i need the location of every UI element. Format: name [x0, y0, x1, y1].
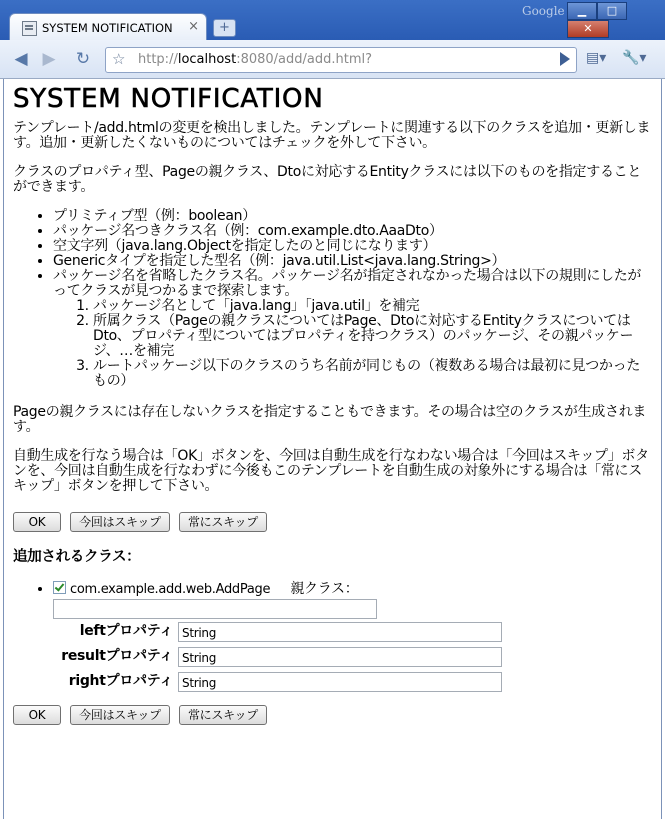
button-row-top: [13, 512, 653, 534]
types-intro-text: クラスのプロパティ型、Pageの親クラス、Dtoに対応するEntityクラスには以下のものを指定することができます。: [13, 164, 642, 195]
ok-button[interactable]: OK: [13, 512, 61, 532]
button-row-bottom: [13, 705, 653, 727]
property-label: rightプロパティ: [68, 673, 173, 689]
added-classes-heading: 追加されるクラス：: [13, 549, 141, 565]
list-item: 1. パッケージ名として「java.lang」「java.util」を補完: [93, 299, 653, 314]
list-item: • プリミティブ型（例：boolean）: [53, 209, 653, 224]
property-row: [13, 672, 653, 697]
property-label: resultプロパティ: [61, 648, 173, 664]
property-type-input[interactable]: String: [178, 647, 502, 667]
back-arrow-icon[interactable]: ◀: [14, 49, 28, 69]
parent-note-text: Pageの親クラスには存在しないクラスを指定することもできます。その場合は空のクラスが生成されます。: [13, 404, 647, 435]
parent-class-input[interactable]: [53, 599, 377, 619]
list-item: • パッケージ名を省略したクラス名。パッケージ名が指定されなかった場合は以下の規則にしたがってクラスが見つかるまで探索します。 1. パッケージ名として「java.lang」「java.util」を補完 2. 所属クラス（Pageの親クラスについてはPage、Dtoに対応するEntityクラスについてはDto、プロパティ型についてはプロパティを持つクラス）のパッケージ、その親パッケージ、…を補完 3. ルートパッケージ以下のクラスのうち名前が同じもの（複数ある場合は最初に見つかったもの）: [53, 269, 653, 389]
class-checkbox[interactable]: [53, 581, 66, 594]
go-arrow-icon[interactable]: [560, 52, 570, 66]
wrench-icon[interactable]: 🔧▾: [622, 50, 647, 66]
window-titlebar: [0, 0, 665, 40]
page-title: SYSTEM NOTIFICATION: [13, 84, 324, 114]
list-item: 2. 所属クラス（Pageの親クラスについてはPage、Dtoに対応するEntityクラスについてはDto、プロパティ型についてはプロパティを持つクラス）のパッケージ、その親パッケージ、…を補完: [93, 314, 653, 359]
list-item: • パッケージ名つきクラス名（例：com.example.dto.AaaDto）: [53, 224, 653, 239]
browser-toolbar: [0, 40, 665, 79]
tab-title: SYSTEM NOTIFICATION: [42, 21, 173, 35]
reload-icon[interactable]: ↻: [75, 49, 91, 69]
property-label: leftプロパティ: [79, 623, 173, 639]
minimize-button[interactable]: ▁: [567, 2, 597, 20]
address-bar[interactable]: [105, 47, 577, 73]
url-text[interactable]: http://localhost:8080/add/add.html?: [138, 52, 372, 67]
maximize-button[interactable]: □: [597, 2, 627, 20]
skip-always-button[interactable]: 常にスキップ: [179, 512, 267, 532]
property-type-input[interactable]: String: [178, 622, 502, 642]
properties-table: [13, 622, 653, 697]
new-tab-button[interactable]: +: [213, 19, 236, 37]
forward-arrow-icon[interactable]: ▶: [42, 49, 56, 69]
window-controls: [567, 2, 665, 35]
list-item: • Genericタイプを指定した型名（例：java.util.List<java.lang.String>）: [53, 254, 653, 269]
bookmark-star-icon[interactable]: ☆: [112, 50, 126, 68]
property-row: [13, 622, 653, 647]
tab-close-icon[interactable]: ×: [188, 19, 199, 34]
intro-text: テンプレート/add.htmlの変更を検出しました。テンプレートに関連する以下のクラスを追加・更新します。追加・更新したくないものについてはチェックを外して下さい。: [13, 120, 651, 151]
list-item: 3. ルートパッケージ以下のクラスのうち名前が同じもの（複数ある場合は最初に見つかったもの）: [93, 359, 653, 389]
class-list: [13, 581, 653, 619]
browser-tab[interactable]: [9, 13, 207, 42]
class-item: [53, 581, 653, 619]
page-content: [3, 79, 662, 819]
parent-class-label: 親クラス：: [290, 581, 359, 597]
skip-once-button[interactable]: 今回はスキップ: [70, 705, 170, 725]
skip-once-button[interactable]: 今回はスキップ: [70, 512, 170, 532]
property-row: [13, 647, 653, 672]
types-list: [13, 209, 653, 389]
ok-button[interactable]: OK: [13, 705, 61, 725]
list-item: • 空文字列（java.lang.Objectを指定したのと同じになります）: [53, 239, 653, 254]
class-name: com.example.add.web.AddPage: [70, 582, 271, 597]
close-window-button[interactable]: ✕: [567, 20, 609, 38]
skip-always-button[interactable]: 常にスキップ: [179, 705, 267, 725]
page-menu-icon[interactable]: ▤▾: [586, 50, 607, 66]
property-type-input[interactable]: String: [178, 672, 502, 692]
rules-list: [53, 299, 653, 389]
page-icon: [22, 21, 37, 36]
button-note-text: 自動生成を行なう場合は「OK」ボタンを、今回は自動生成を行なわない場合は「今回はスキップ」ボタンを、今回は自動生成を行なわずに今後もこのテンプレートを自動生成の対象外にする場合は「常にスキップ」ボタンを押して下さい。: [13, 448, 649, 494]
google-label: Google: [522, 4, 565, 18]
